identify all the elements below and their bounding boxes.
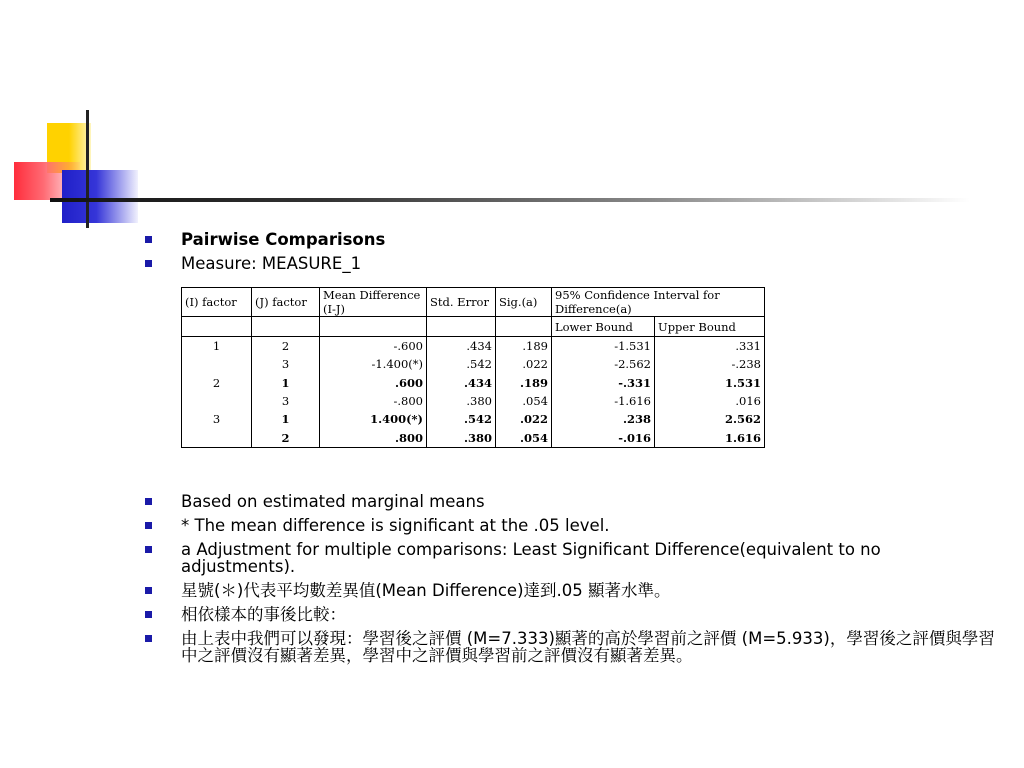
table-cell: .434 [427, 337, 496, 356]
table-cell: 3 [252, 392, 320, 410]
header-cell: Sig.(a) [496, 288, 552, 317]
table-cell: .800 [320, 428, 427, 447]
bullet-square-icon [145, 236, 152, 243]
table-cell [182, 428, 252, 447]
subheader-cell: Lower Bound [552, 317, 655, 337]
table-cell: 1.616 [655, 428, 765, 447]
table-row [182, 410, 765, 428]
bullet-item [145, 541, 995, 575]
table-cell: 3 [252, 355, 320, 373]
empty-cell [320, 317, 427, 337]
bullet-item [145, 493, 995, 510]
bullet-list-bottom [145, 493, 995, 671]
table-cell: -1.616 [552, 392, 655, 410]
table-cell: -.331 [552, 374, 655, 392]
table-row [182, 428, 765, 447]
bullet-item [145, 606, 995, 623]
bullet-square-icon [145, 635, 152, 642]
bullet-text: Based on estimated marginal means [181, 492, 485, 511]
decor-blue-square [62, 170, 138, 223]
table-cell: .189 [496, 374, 552, 392]
table-row [182, 374, 765, 392]
bullet-item [145, 630, 995, 664]
bullet-text: a Adjustment for multiple comparisons: Least Significant Difference(equivalent to no adjustments). [181, 540, 881, 576]
bullet-square-icon [145, 498, 152, 505]
bullet-text: * The mean difference is significant at the .05 level. [181, 516, 610, 535]
header-cell: (I) factor [182, 288, 252, 317]
header-cell: Std. Error [427, 288, 496, 317]
bullet-square-icon [145, 546, 152, 553]
bullet-text: 相依樣本的事後比較： [181, 605, 346, 624]
table-cell: -1.531 [552, 337, 655, 356]
table-body [182, 337, 765, 448]
table-row [182, 392, 765, 410]
bullet-item [145, 231, 995, 248]
bullet-text: Measure: MEASURE_1 [181, 254, 362, 273]
empty-cell [182, 317, 252, 337]
table-cell: 2.562 [655, 410, 765, 428]
header-cell: (J) factor [252, 288, 320, 317]
empty-cell [252, 317, 320, 337]
table-subheader-row [182, 317, 765, 337]
table-cell: -.600 [320, 337, 427, 356]
table-cell: -.238 [655, 355, 765, 373]
table-row [182, 337, 765, 356]
table-cell [182, 355, 252, 373]
table-cell: -1.400(*) [320, 355, 427, 373]
bullet-item [145, 582, 995, 599]
table-cell: 2 [252, 337, 320, 356]
table-cell: .542 [427, 410, 496, 428]
empty-cell [427, 317, 496, 337]
table-cell: -.016 [552, 428, 655, 447]
decor-vertical-line [86, 110, 89, 228]
table-row [182, 355, 765, 373]
bullet-square-icon [145, 522, 152, 529]
table-cell: 2 [252, 428, 320, 447]
table-cell: -2.562 [552, 355, 655, 373]
bullet-item [145, 517, 995, 534]
table-cell: .380 [427, 392, 496, 410]
table-cell: .016 [655, 392, 765, 410]
table-cell: .600 [320, 374, 427, 392]
table-cell: .434 [427, 374, 496, 392]
bullet-text: 星號(＊)代表平均數差異值(Mean Difference)達到.05 顯著水準。 [181, 581, 671, 600]
table-cell: -.800 [320, 392, 427, 410]
table-cell: .331 [655, 337, 765, 356]
table-cell: .054 [496, 392, 552, 410]
bullet-square-icon [145, 611, 152, 618]
header-cell: 95% Confidence Interval for Difference(a) [552, 288, 765, 317]
bullet-square-icon [145, 587, 152, 594]
bullet-square-icon [145, 260, 152, 267]
table-header-row [182, 288, 765, 317]
table-cell: .380 [427, 428, 496, 447]
pairwise-comparisons-table [181, 287, 765, 448]
table-cell: .189 [496, 337, 552, 356]
table-cell: 2 [182, 374, 252, 392]
table-cell: 1.531 [655, 374, 765, 392]
table-cell: .022 [496, 410, 552, 428]
bullet-list-top [145, 231, 995, 279]
bullet-item [145, 255, 995, 272]
table-cell: 3 [182, 410, 252, 428]
subheader-cell: Upper Bound [655, 317, 765, 337]
bullet-text: Pairwise Comparisons [181, 230, 386, 249]
table-cell: 1 [252, 410, 320, 428]
decor-horizontal-line [50, 198, 970, 202]
table-cell: .022 [496, 355, 552, 373]
header-cell: Mean Difference (I-J) [320, 288, 427, 317]
bullet-text: 由上表中我們可以發現：學習後之評價 (M=7.333)顯著的高於學習前之評價 (M=5.933)，學習後之評價與學習中之評價沒有顯著差異，學習中之評價與學習前之評價沒有顯著差異。 [181, 629, 995, 665]
table-cell: 1 [252, 374, 320, 392]
table-cell: .054 [496, 428, 552, 447]
table-cell: .542 [427, 355, 496, 373]
table-cell [182, 392, 252, 410]
table-cell: 1 [182, 337, 252, 356]
empty-cell [496, 317, 552, 337]
table-cell: 1.400(*) [320, 410, 427, 428]
table-cell: .238 [552, 410, 655, 428]
